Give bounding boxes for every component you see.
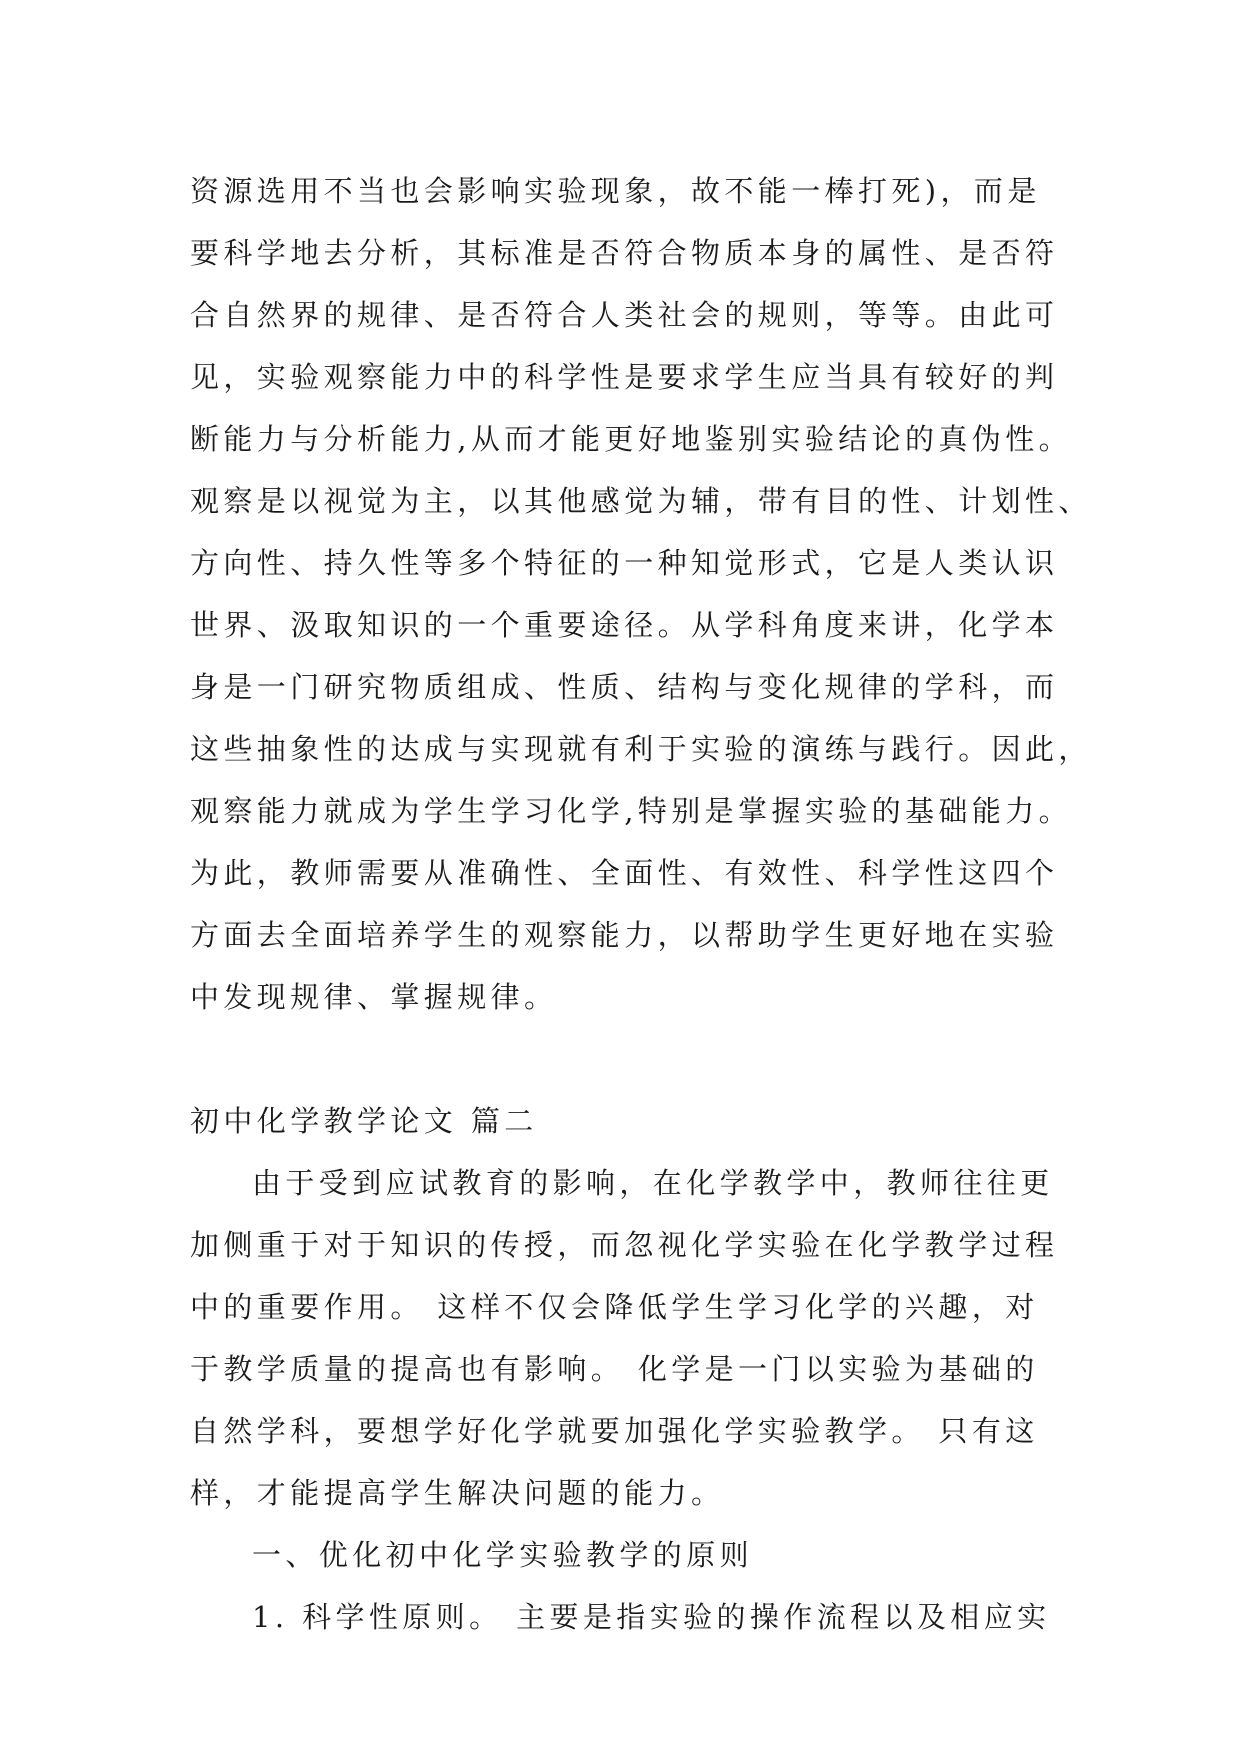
paragraph-line: 世界、汲取知识的一个重要途径。从学科角度来讲，化学本 xyxy=(190,608,1059,642)
paragraph-line: 中的重要作用。 这样不仅会降低学生学习化学的兴趣，对 xyxy=(190,1290,1039,1324)
paragraph-line: 观察是以视觉为主，以其他感觉为辅，带有目的性、计划性、 xyxy=(190,484,1092,518)
paragraph-line: 于教学质量的提高也有影响。 化学是一门以实验为基础的 xyxy=(190,1352,1039,1386)
paragraph-line: 见，实验观察能力中的科学性是要求学生应当具有较好的判 xyxy=(190,360,1059,394)
paragraph-line: 身是一门研究物质组成、性质、结构与变化规律的学科，而 xyxy=(190,670,1059,704)
paragraph-line: 自然学科，要想学好化学就要加强化学实验教学。 只有这 xyxy=(190,1414,1039,1448)
paragraph-spacer xyxy=(190,1028,1050,1090)
paragraph-2 xyxy=(190,1152,1059,1524)
document-body xyxy=(190,160,1092,1648)
list-item: 1. 科学性原则。 主要是指实验的操作流程以及相应实 xyxy=(252,1600,1051,1634)
paragraph-line: 观察能力就成为学生学习化学,特别是掌握实验的基础能力。 xyxy=(190,794,1073,828)
section-title: 初中化学教学论文 篇二 xyxy=(190,1104,538,1138)
paragraph-line: 方向性、持久性等多个特征的一种知觉形式，它是人类认识 xyxy=(190,546,1059,580)
paragraph-line: 要科学地去分析，其标准是否符合物质本身的属性、是否符 xyxy=(190,236,1059,270)
paragraph-line: 样，才能提高学生解决问题的能力。 xyxy=(190,1476,725,1510)
subheading: 一、优化初中化学实验教学的原则 xyxy=(252,1538,754,1572)
paragraph-line: 资源选用不当也会影响实验现象，故不能一棒打死)，而是 xyxy=(190,174,1041,208)
paragraph-line: 由于受到应试教育的影响，在化学教学中，教师往往更 xyxy=(252,1166,1054,1200)
paragraph-line: 合自然界的规律、是否符合人类社会的规则，等等。由此可 xyxy=(190,298,1059,332)
paragraph-1 xyxy=(190,160,1092,1028)
paragraph-line: 加侧重于对于知识的传授，而忽视化学实验在化学教学过程 xyxy=(190,1228,1059,1262)
paragraph-line: 这些抽象性的达成与实现就有利于实验的演练与践行。因此， xyxy=(190,732,1092,766)
paragraph-line: 为此，教师需要从准确性、全面性、有效性、科学性这四个 xyxy=(190,856,1059,890)
paragraph-line: 断能力与分析能力,从而才能更好地鉴别实验结论的真伪性。 xyxy=(190,422,1073,456)
paragraph-line: 中发现规律、掌握规律。 xyxy=(190,980,558,1014)
paragraph-line: 方面去全面培养学生的观察能力，以帮助学生更好地在实验 xyxy=(190,918,1059,952)
